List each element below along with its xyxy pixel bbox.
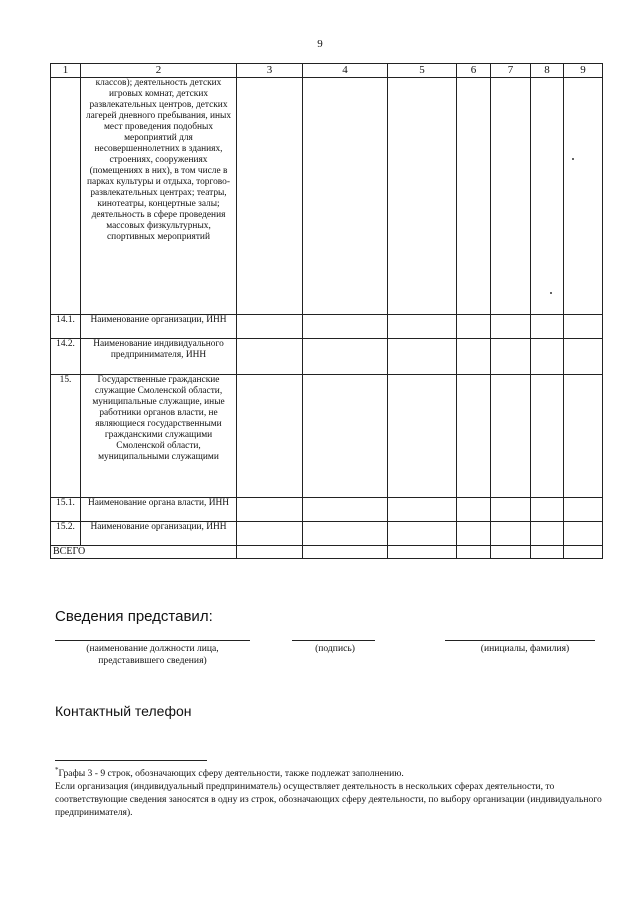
cell[interactable] [303, 375, 388, 498]
report-table [50, 63, 603, 559]
total-row [51, 546, 603, 559]
footnote-line-1 [55, 766, 603, 781]
cell[interactable] [237, 498, 303, 522]
cell[interactable] [303, 522, 388, 546]
cell[interactable] [531, 522, 564, 546]
cell[interactable] [491, 522, 531, 546]
cell[interactable] [237, 78, 303, 315]
cell[interactable] [531, 339, 564, 375]
cell[interactable] [457, 339, 491, 375]
cell[interactable] [237, 339, 303, 375]
cell[interactable] [303, 339, 388, 375]
cell[interactable] [457, 522, 491, 546]
cell[interactable] [237, 315, 303, 339]
scan-speck [572, 158, 574, 160]
row-number: 15.1. [51, 498, 81, 522]
cell[interactable] [388, 522, 457, 546]
footnote-text-1: Графы 3 - 9 строк, обозначающих сферу деятельности, также подлежат заполнению. [58, 768, 404, 780]
row-number: 15.2. [51, 522, 81, 546]
cell[interactable] [303, 498, 388, 522]
cell[interactable] [388, 498, 457, 522]
column-header: 7 [491, 64, 531, 78]
position-line[interactable] [55, 640, 250, 641]
cell[interactable] [491, 339, 531, 375]
cell[interactable] [457, 78, 491, 315]
column-header: 6 [457, 64, 491, 78]
cell[interactable] [531, 78, 564, 315]
page-number: 9 [317, 38, 323, 50]
cell[interactable] [564, 315, 603, 339]
row-number: 14.1. [51, 315, 81, 339]
table-row [51, 339, 603, 375]
column-header: 1 [51, 64, 81, 78]
cell[interactable] [388, 78, 457, 315]
cell[interactable] [388, 546, 457, 559]
cell[interactable] [303, 78, 388, 315]
cell[interactable] [303, 546, 388, 559]
cell[interactable] [564, 375, 603, 498]
cell[interactable] [531, 546, 564, 559]
row-number: 14.2. [51, 339, 81, 375]
row-label: Наименование органа власти, ИНН [81, 498, 237, 522]
row-label: Наименование организации, ИНН [81, 315, 237, 339]
table-row [51, 375, 603, 498]
table-row [51, 78, 603, 315]
column-header: 2 [81, 64, 237, 78]
row-label: классов); деятельность детских игровых комнат, детских развлекательных центров, детских лагерей дневного пребывания, иных мест проведения подобных мероприятий для несовершеннолетних в зданиях, строениях, сооружениях (помещениях в них), в том числе в парках культуры и отдыха, торгово-развлекательных центрах; театры, кинотеатры, концертные залы; деятельность в сфере проведения массовых физкультурных, спортивных мероприятий [81, 78, 237, 315]
cell[interactable] [531, 315, 564, 339]
cell[interactable] [457, 546, 491, 559]
footnote-divider [55, 760, 207, 761]
row-number [51, 78, 81, 315]
cell[interactable] [531, 375, 564, 498]
signature-line[interactable] [292, 640, 375, 641]
contact-phone-label: Контактный телефон [55, 703, 192, 719]
cell[interactable] [491, 375, 531, 498]
cell[interactable] [237, 522, 303, 546]
table-row [51, 522, 603, 546]
position-caption: (наименование должности лица, представившего сведения) [86, 643, 219, 667]
cell[interactable] [388, 315, 457, 339]
cell[interactable] [491, 315, 531, 339]
table-row [51, 498, 603, 522]
column-header: 9 [564, 64, 603, 78]
cell[interactable] [457, 315, 491, 339]
name-line[interactable] [445, 640, 595, 641]
cell[interactable] [564, 339, 603, 375]
cell[interactable] [303, 315, 388, 339]
cell[interactable] [564, 546, 603, 559]
header-row [51, 64, 603, 78]
footnote-marker: * [55, 766, 59, 774]
row-label: Государственные гражданские служащие Смоленской области, муниципальные служащие, иные работники органов власти, не являющиеся государственными гражданскими служащими Смоленской области, муниципальными служащими [81, 375, 237, 498]
cell[interactable] [491, 498, 531, 522]
cell[interactable] [457, 375, 491, 498]
footnote [55, 766, 603, 820]
total-label: ВСЕГО [51, 546, 237, 559]
row-label: Наименование индивидуального предпринимателя, ИНН [81, 339, 237, 375]
cell[interactable] [457, 498, 491, 522]
cell[interactable] [237, 375, 303, 498]
name-caption: (инициалы, фамилия) [480, 643, 570, 654]
cell[interactable] [531, 498, 564, 522]
cell[interactable] [564, 498, 603, 522]
cell[interactable] [388, 339, 457, 375]
signature-caption: (подпись) [315, 643, 355, 654]
signed-by-title: Сведения представил: [55, 608, 213, 625]
column-header: 3 [237, 64, 303, 78]
column-header: 5 [388, 64, 457, 78]
cell[interactable] [491, 78, 531, 315]
footnote-text-2: Если организация (индивидуальный предприниматель) осуществляет деятельность в нескольких сферах деятельности, то соответствующие сведения заносятся в одну из строк, обозначающих сферу деятельности, по выбору организации (индивидуального предпринимателя). [55, 781, 602, 818]
cell[interactable] [564, 78, 603, 315]
column-header: 4 [303, 64, 388, 78]
row-number: 15. [51, 375, 81, 498]
row-label: Наименование организации, ИНН [81, 522, 237, 546]
cell[interactable] [491, 546, 531, 559]
cell[interactable] [388, 375, 457, 498]
cell[interactable] [237, 546, 303, 559]
scan-speck [550, 292, 552, 294]
table-row [51, 315, 603, 339]
cell[interactable] [564, 522, 603, 546]
column-header: 8 [531, 64, 564, 78]
